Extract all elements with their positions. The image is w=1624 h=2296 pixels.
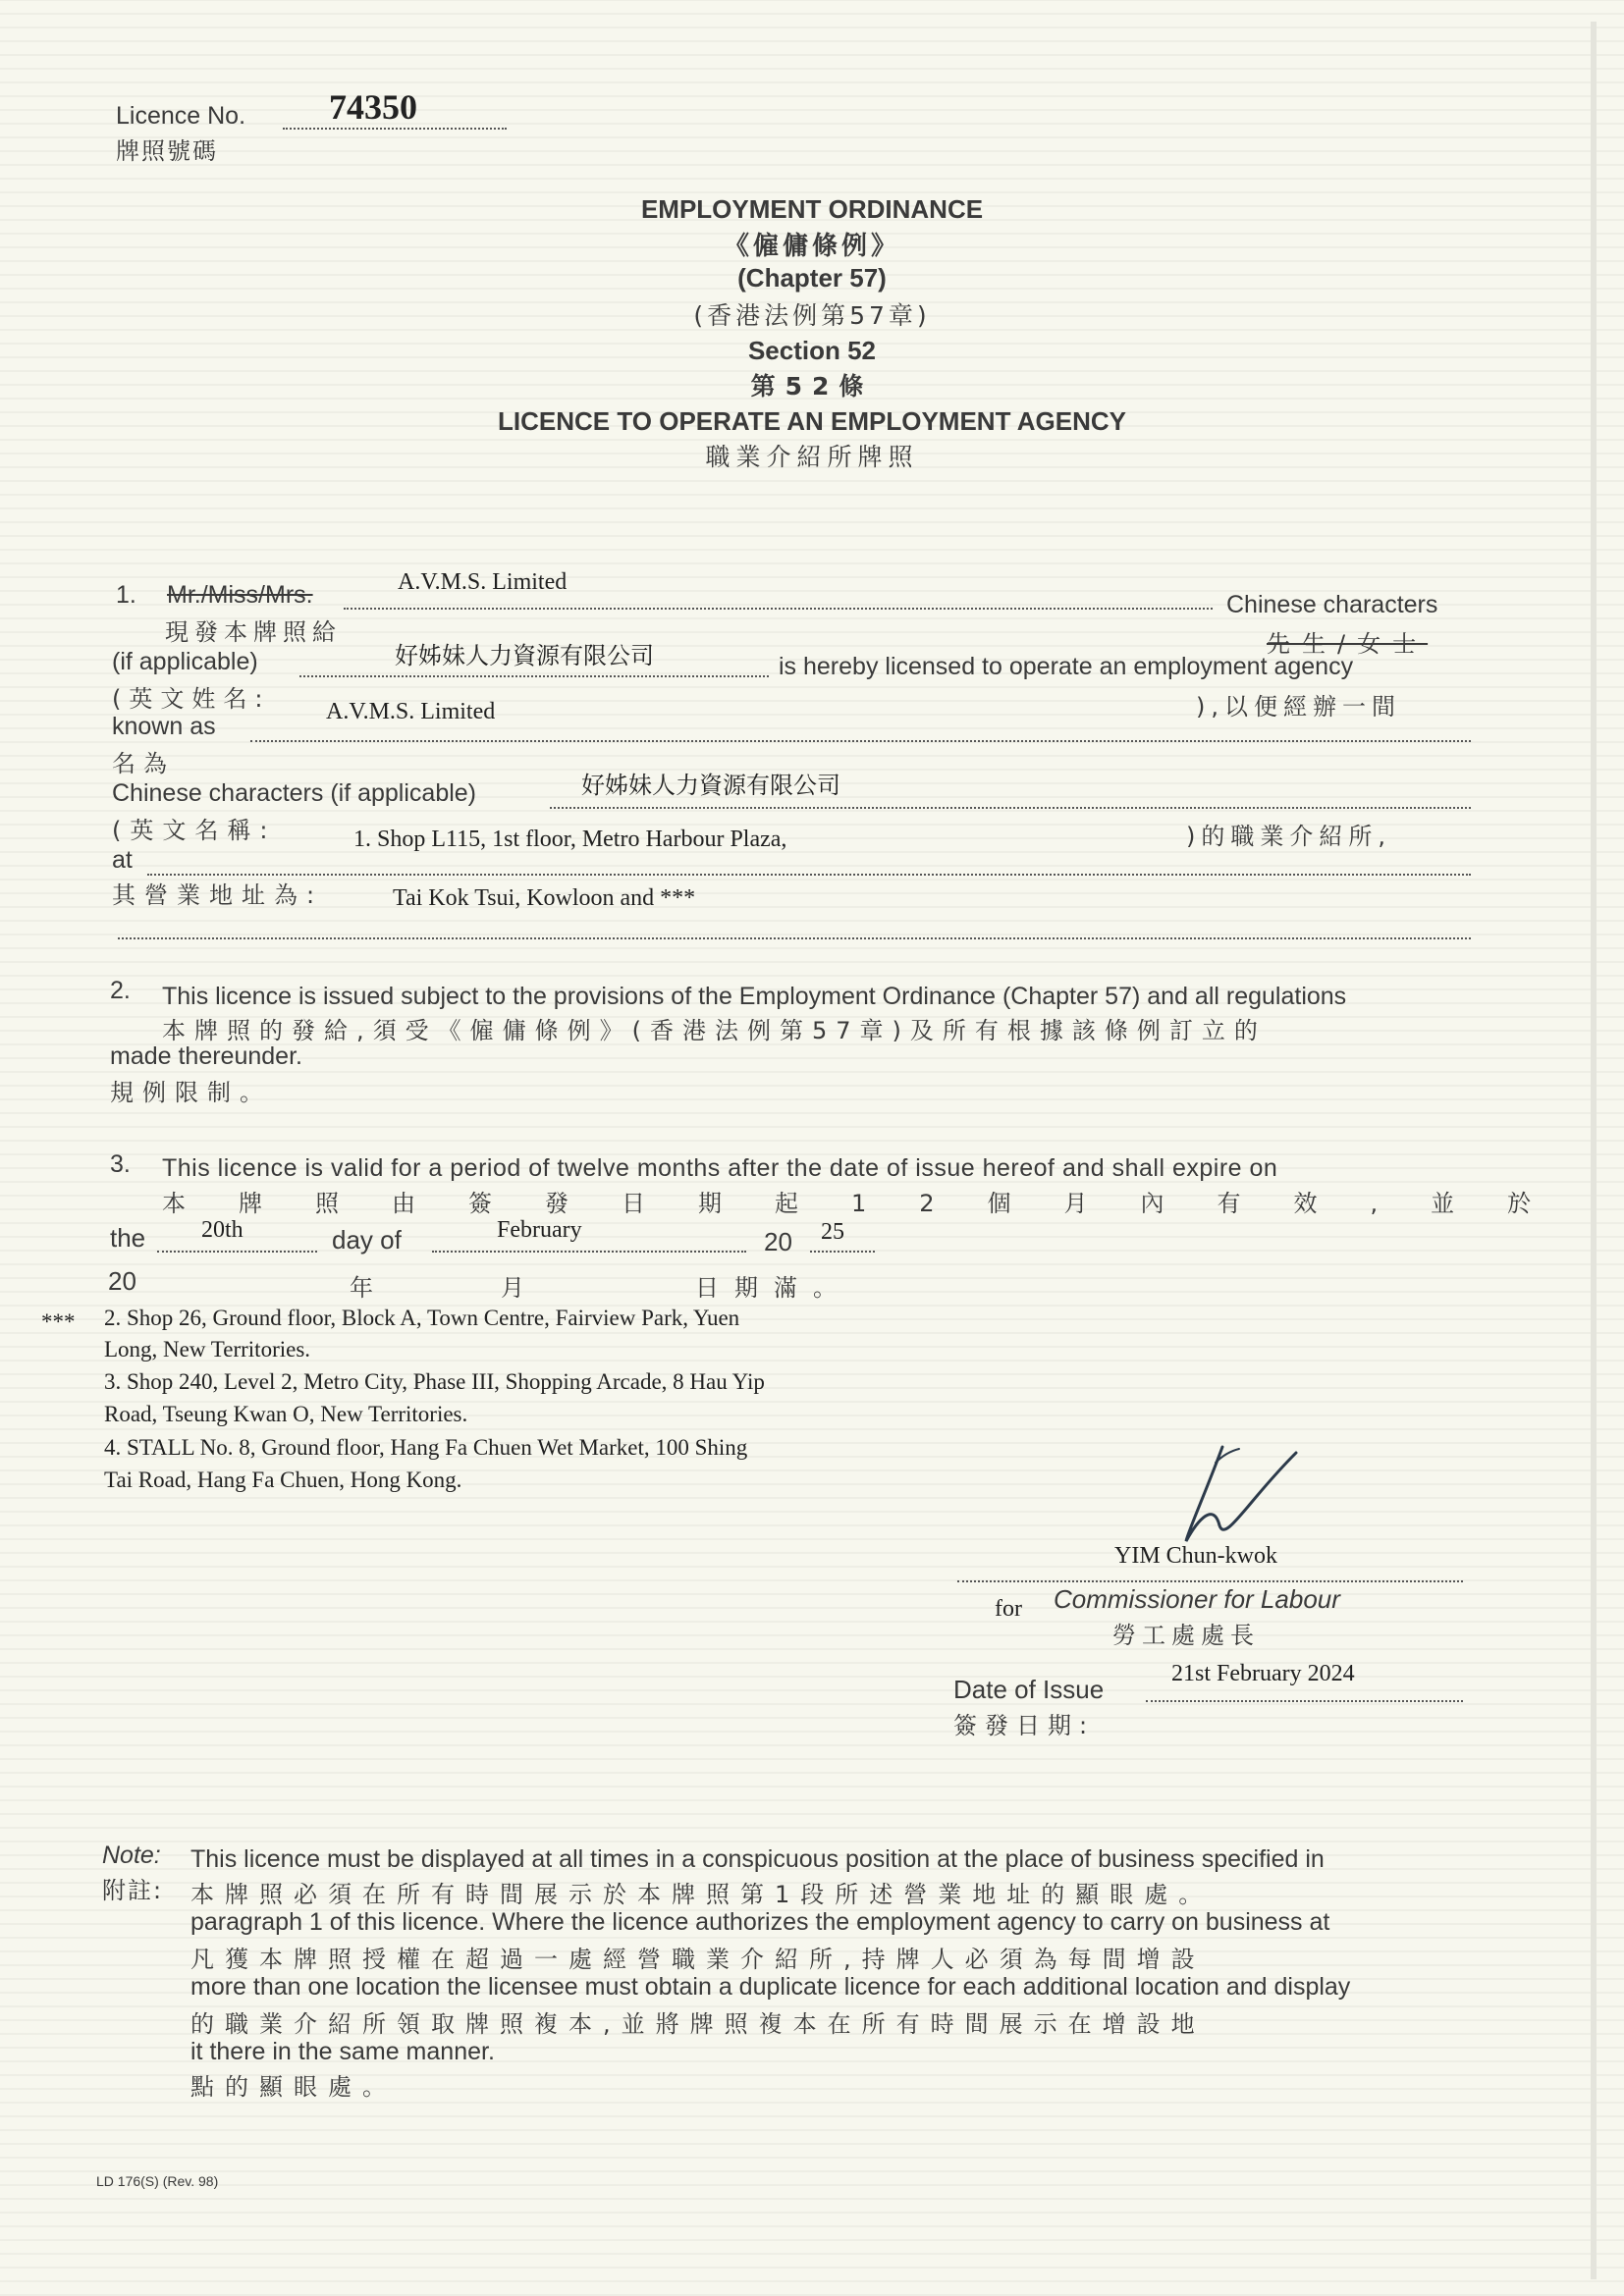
note-line: paragraph 1 of this licence. Where the licence authorizes the employment agency to carry on business at [190,1908,1330,1936]
para2-line1: This licence is issued subject to the provisions of the Employment Ordinance (Chapter 57) and all regulations [162,983,1347,1010]
agency-label-zh: )的職業介紹所, [1186,823,1391,850]
for-label: for [995,1596,1022,1622]
address-line-1: 1. Shop L115, 1st floor, Metro Harbour Plaza, [353,827,787,852]
note-line-zh: 凡獲本牌照授權在超過一處經營職業介紹所,持牌人必須為每間增設 [190,1946,1206,1973]
date-of-issue-line [1146,1700,1463,1702]
para3-line1-zh: 本牌照由簽發日期起12個月內有效,並於 [162,1190,1585,1217]
agency-name-zh: 好姊妹人力資源有限公司 [581,774,840,799]
note-line: This licence must be displayed at all times in a conspicuous position at the place of business specified in [190,1845,1325,1873]
if-applicable-label: (if applicable) [112,648,258,675]
expiry-year: 25 [821,1219,844,1245]
licence-no-label-zh: 牌照號碼 [116,137,218,165]
at-label: at [112,846,133,874]
expiry-day-line [157,1251,317,1253]
licensee-name-zh: 好姊妹人力資源有限公司 [395,644,654,669]
licence-no-label: Licence No. [116,102,246,130]
para2-line2-zh: 規例限制。 [110,1079,272,1106]
para3-number: 3. [110,1150,131,1178]
para2-line2: made thereunder. [110,1042,302,1070]
chinese-name-label: Chinese characters (if applicable) [112,779,477,807]
to-operate-zh: ),以便經辦一間 [1196,693,1401,721]
form-code: LD 176(S) (Rev. 98) [96,2173,219,2189]
expiry-month-line [432,1251,746,1253]
address-line-2-rule [118,937,1471,939]
note-label-zh: 附註: [102,1877,164,1904]
additional-line: 4. STALL No. 8, Ground floor, Hang Fa Chuen Wet Market, 100 Shing [104,1435,748,1460]
signatory-name: YIM Chun-kwok [1114,1543,1277,1569]
expiry-end-zh: 日期滿。 [695,1274,852,1302]
expiry-yue-zh: 月 [501,1274,534,1302]
additional-line: 2. Shop 26, Ground floor, Block A, Town Centre, Fairview Park, Yuen [104,1306,740,1330]
licence-title: LICENCE TO OPERATE AN EMPLOYMENT AGENCY [498,406,1126,436]
expiry-the-label: the [110,1223,146,1253]
signatory-role-zh: 勞工處處長 [1112,1622,1260,1649]
note-line: more than one location the licensee must obtain a duplicate licence for each additional location and display [190,1973,1351,2001]
salutation-struck: Mr./Miss/Mrs. [167,581,313,609]
licence-title-zh: 職業介紹所牌照 [705,443,919,471]
additional-marker: *** [41,1309,76,1334]
additional-line: Long, New Territories. [104,1337,311,1362]
salutation-struck-zh: 先生/女士 [1267,630,1429,658]
additional-line: Tai Road, Hang Fa Chuen, Hong Kong. [104,1468,462,1492]
licensee-name-zh-line [299,675,769,677]
licence-no-value: 74350 [329,87,417,127]
section-title: Section 52 [747,336,877,365]
licensee-name-line [344,608,1213,610]
signature-line [957,1580,1463,1582]
agency-name: A.V.M.S. Limited [326,699,496,724]
named-as-zh: 名為 [112,750,175,777]
ordinance-title: EMPLOYMENT ORDINANCE [640,194,984,224]
address-line-1-rule [147,874,1471,876]
para2-line1-zh: 本牌照的發給,須受《僱傭條例》(香港法例第57章)及所有根據該條例訂立的 [162,1017,1267,1044]
licensee-name: A.V.M.S. Limited [398,569,568,595]
issued-to-zh: 現發本牌照給 [165,618,342,646]
licence-no-line [283,128,507,130]
additional-line: Road, Tseung Kwan O, New Territories. [104,1402,468,1426]
note-line-zh: 的職業介紹所領取牌照複本,並將牌照複本在所有時間展示在增設地 [190,2010,1206,2038]
ordinance-title-zh: 《僱傭條例》 [723,232,900,261]
chapter-title: (Chapter 57) [737,263,887,293]
date-of-issue-label: Date of Issue [953,1675,1105,1704]
note-line-zh: 本牌照必須在所有時間展示於本牌照第1段所述營業地址的顯眼處。 [190,1881,1214,1908]
additional-line: 3. Shop 240, Level 2, Metro City, Phase III, Shopping Arcade, 8 Hau Yip [104,1369,765,1394]
note-line-zh: 點的顯眼處。 [190,2073,397,2101]
expiry-nian-zh: 年 [350,1274,383,1302]
chinese-characters-label: Chinese characters [1226,591,1438,618]
expiry-year-line [810,1251,875,1253]
agency-name-line [250,740,1471,742]
para1-number: 1. [116,581,136,609]
para2-number: 2. [110,977,131,1004]
english-title-label-zh: (英文名稱: [112,817,277,844]
known-as-label: known as [112,713,216,740]
address-label-zh: 其營業地址為: [112,881,324,909]
expiry-year-prefix: 20 [764,1227,792,1256]
expiry-day-of-label: day of [332,1225,402,1255]
expiry-day: 20th [201,1217,244,1243]
note-line: it there in the same manner. [190,2038,495,2065]
address-line-2: Tai Kok Tsui, Kowloon and *** [393,885,696,911]
date-of-issue-label-zh: 簽發日期: [953,1712,1096,1739]
expiry-year-zh-prefix: 20 [108,1266,136,1296]
english-name-label-zh: (英文姓名: [112,685,271,713]
note-label: Note: [102,1842,161,1869]
expiry-month: February [497,1217,582,1243]
chapter-title-zh: (香港法例第57章) [693,301,931,330]
hereby-licensed-text: is hereby licensed to operate an employment agency [779,653,1354,680]
agency-name-zh-line [550,807,1471,809]
signatory-role: Commissioner for Labour [1054,1584,1340,1614]
date-of-issue-value: 21st February 2024 [1171,1661,1355,1686]
para3-line1: This licence is valid for a period of twelve months after the date of issue hereof and shall expire on [162,1154,1278,1182]
section-title-zh: 第52條 [750,372,874,400]
handwritten-signature [1129,1433,1316,1551]
